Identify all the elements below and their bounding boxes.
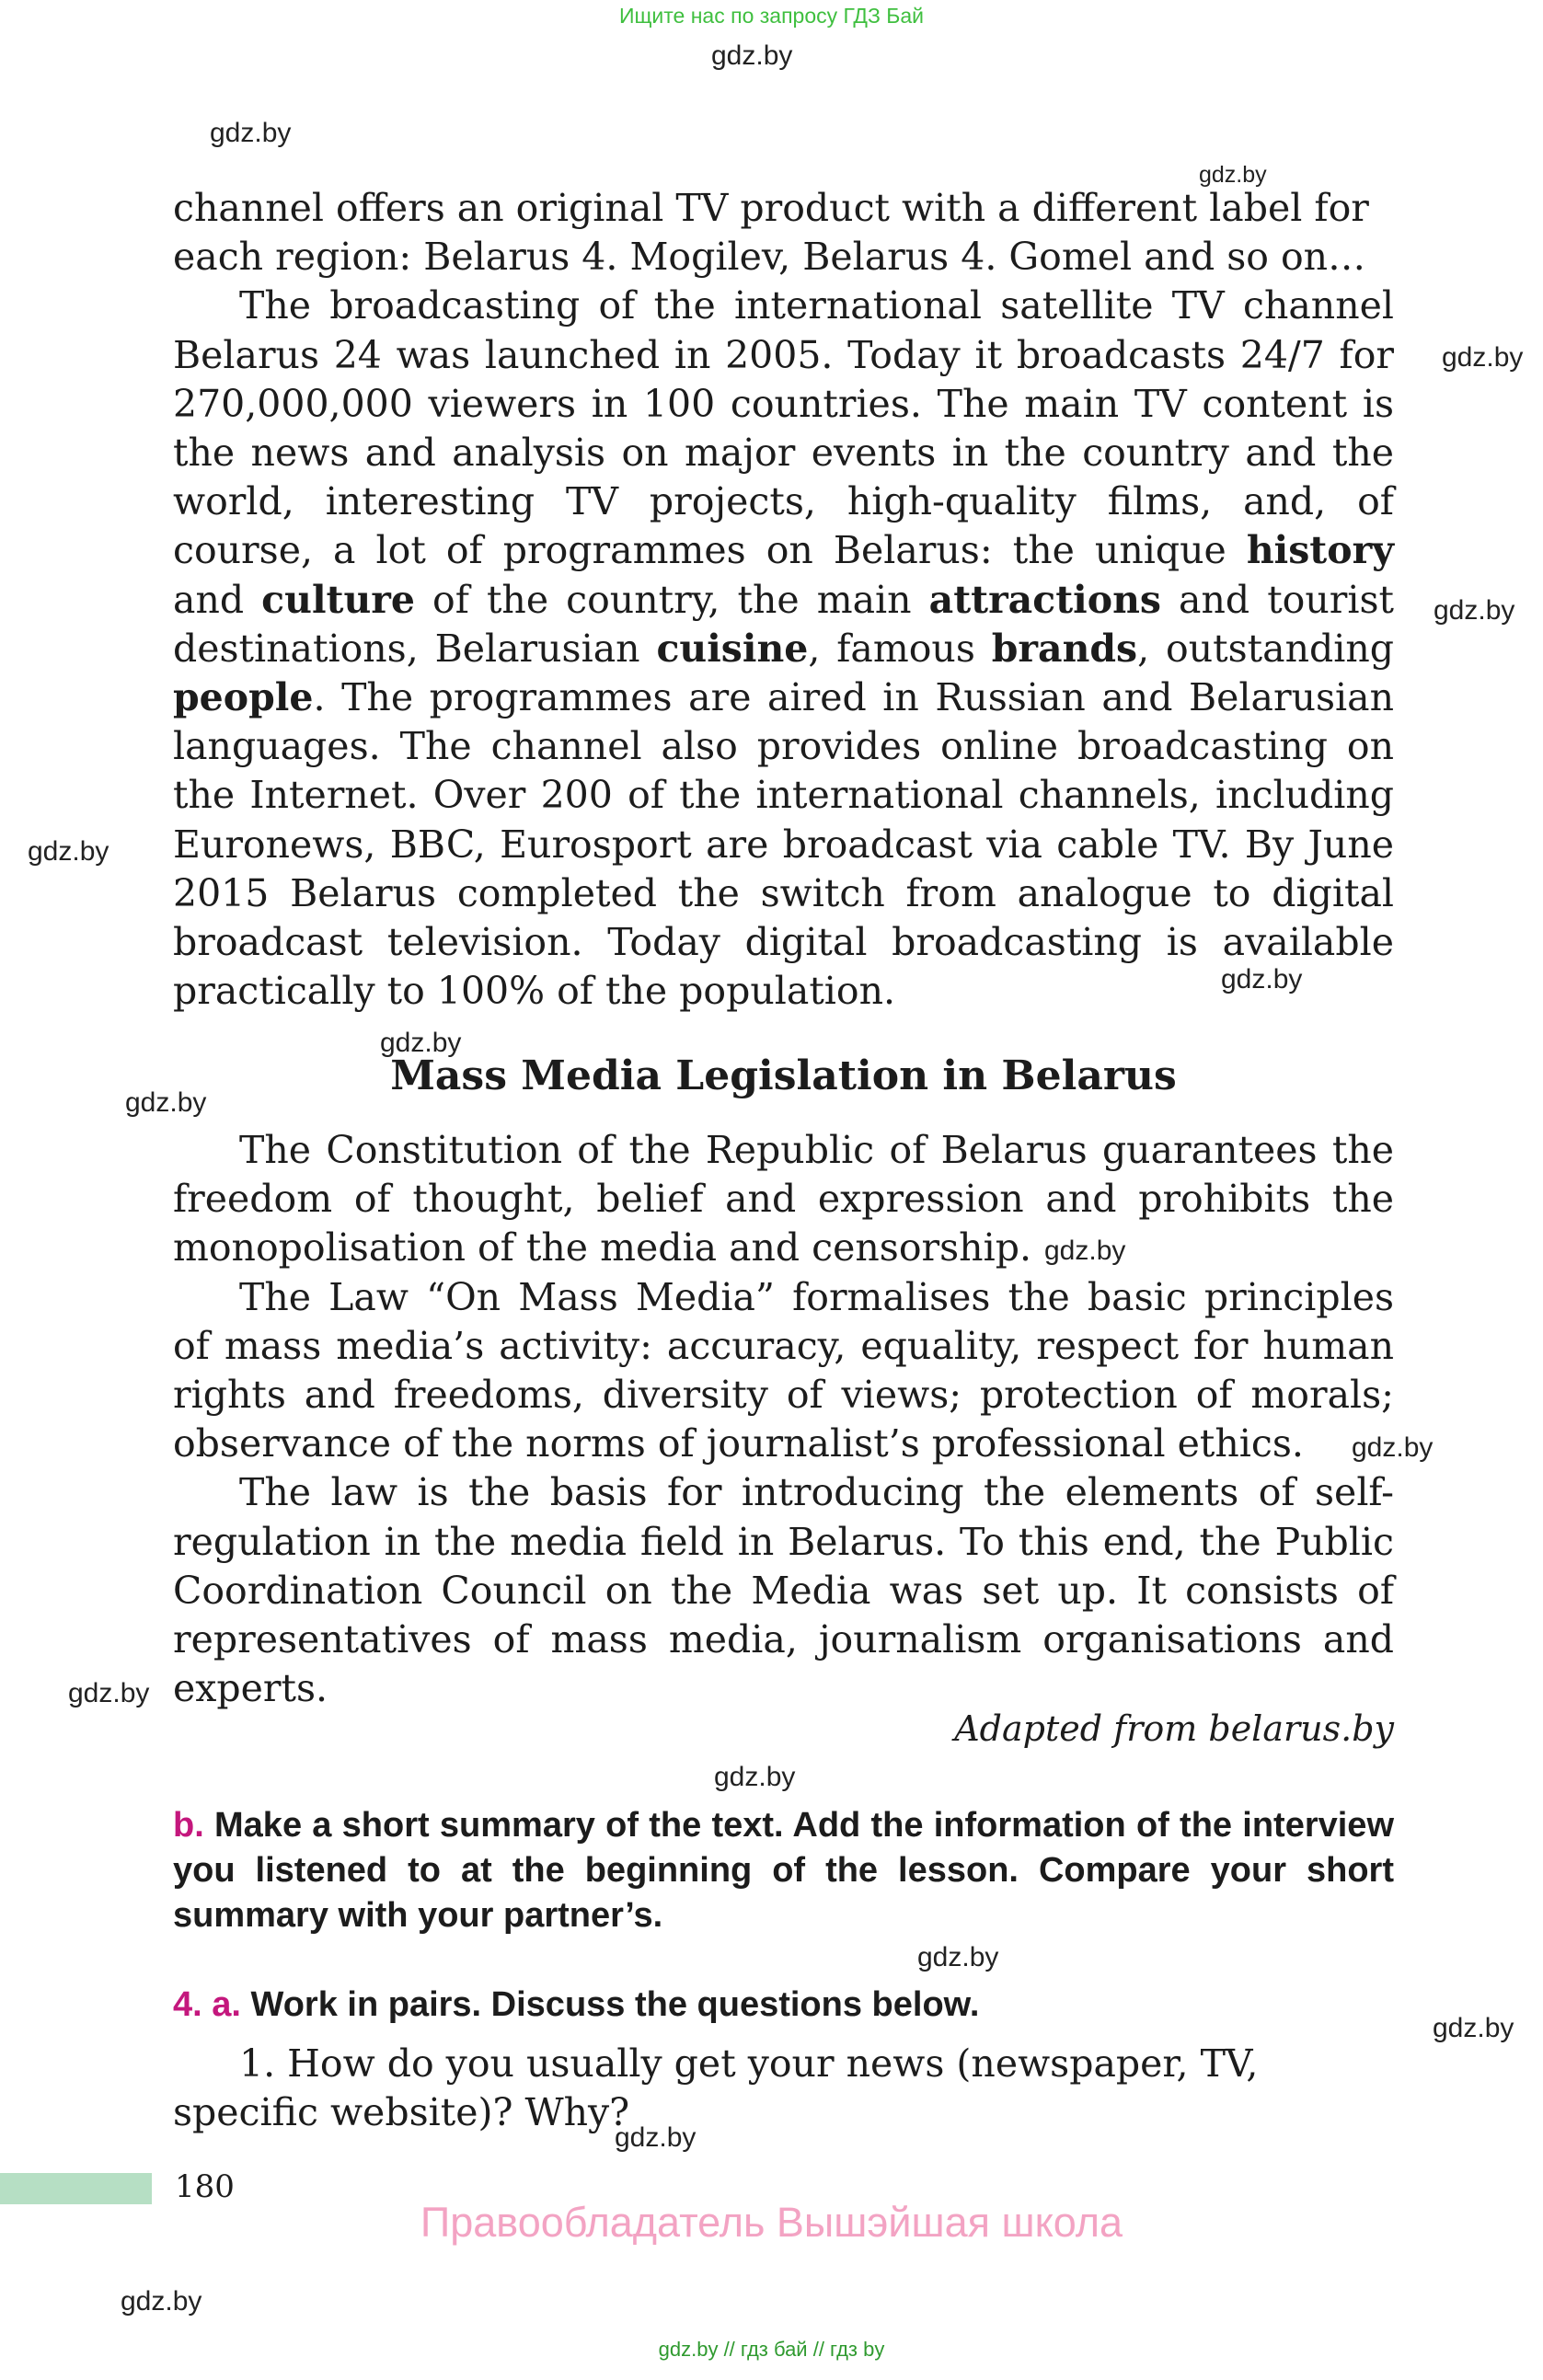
watermark: gdz.by bbox=[380, 1028, 462, 1058]
watermark: gdz.by bbox=[1352, 1432, 1434, 1463]
watermark: gdz.by bbox=[28, 836, 109, 867]
question-item: 1. How do you usually get your news (newspaper, TV, specific website)? Why? bbox=[173, 2041, 1259, 2134]
watermark: gdz.by bbox=[1044, 1236, 1126, 1266]
task-4a bbox=[173, 1983, 1394, 2028]
source-attribution: Adapted from belarus.by bbox=[954, 1708, 1394, 1749]
footer-links: gdz.by // гдз бай // гдз by bbox=[658, 2338, 885, 2361]
intro-line: channel offers an original TV product with a different label for bbox=[173, 186, 1369, 230]
task-text: Make a short summary of the text. Add the information of the interview you listened to at the beginning of the lesson. Compare your short summary with your partner’s. bbox=[173, 1806, 1394, 1935]
watermark: gdz.by bbox=[1433, 2013, 1514, 2043]
paragraph-self-regulation: The law is the basis for introducing the elements of self-regulation in the media field in Belarus. To this end, the Public Coordination Council on the Media was set up. It consists of representatives of mass media, journalism organisations and experts. bbox=[173, 1470, 1394, 1711]
section-heading: Mass Media Legislation in Belarus bbox=[390, 1052, 1177, 1099]
watermark: gdz.by bbox=[711, 40, 793, 71]
intro-line: each region: Belarus 4. Mogilev, Belarus 4. Gomel and so on… bbox=[173, 235, 1366, 280]
task-marker: b. bbox=[173, 1806, 204, 1845]
watermark: gdz.by bbox=[1434, 595, 1515, 626]
paragraph-constitution: The Constitution of the Republic of Belarus guarantees the freedom of thought, belief and expression and prohibits the monopolisation of the media and censorship. bbox=[173, 1128, 1394, 1270]
watermark: gdz.by bbox=[1199, 162, 1267, 188]
paragraph-belarus24: The broadcasting of the international satellite TV channel Belarus 24 was launched in 2005. Today it broadcasts 24/7 for 270,000,000 viewers in 100 countries. The main TV content is the news and analysis on major events in the country and the world, interesting TV projects, high-quality films, and, of course, a lot of programmes on Belarus: the unique history and culture of the country, the main attractions and tourist destinations, Belarusian cuisine, famous brands, outstanding people. The programmes are aired in Russian and Belarusian languages. The channel also provides online broadcasting on the Internet. Over 200 of the international channels, including Euronews, BBC, Eurosport are broadcast via cable TV. By June 2015 Belarus completed the switch from analogue to digital broadcast television. Today digital broadcasting is available practically to 100% of the population. bbox=[173, 283, 1394, 1014]
task-number: 4. bbox=[173, 1985, 202, 2024]
task-b bbox=[173, 1803, 1394, 1938]
task-text: Work in pairs. Discuss the questions below. bbox=[250, 1985, 980, 2024]
task-marker: a. bbox=[212, 1985, 241, 2024]
watermark: gdz.by bbox=[125, 1087, 207, 1118]
watermark: gdz.by bbox=[210, 118, 292, 148]
watermark: gdz.by bbox=[917, 1942, 999, 1972]
watermark: gdz.by bbox=[1442, 342, 1524, 373]
watermark: gdz.by bbox=[121, 2286, 202, 2317]
main-text bbox=[173, 184, 1394, 1016]
watermark: gdz.by bbox=[615, 2122, 697, 2153]
page-number: 180 bbox=[175, 2168, 235, 2205]
watermark: gdz.by bbox=[714, 1762, 796, 1792]
question-list bbox=[173, 2040, 1394, 2137]
paragraph-law: The Law “On Mass Media” formalises the basic principles of mass media’s activity: accuracy, equality, respect for human rights and freedoms, diversity of views; protection of morals; observance of the norms of journalist’s professional ethics. bbox=[173, 1274, 1394, 1466]
copyright-notice: Правообладатель Вышэйшая школа bbox=[420, 2199, 1123, 2246]
top-banner: Ищите нас по запросу ГДЗ Бай bbox=[618, 4, 925, 28]
watermark: gdz.by bbox=[68, 1678, 150, 1708]
legislation-text bbox=[173, 1126, 1394, 1713]
watermark: gdz.by bbox=[1221, 964, 1303, 995]
